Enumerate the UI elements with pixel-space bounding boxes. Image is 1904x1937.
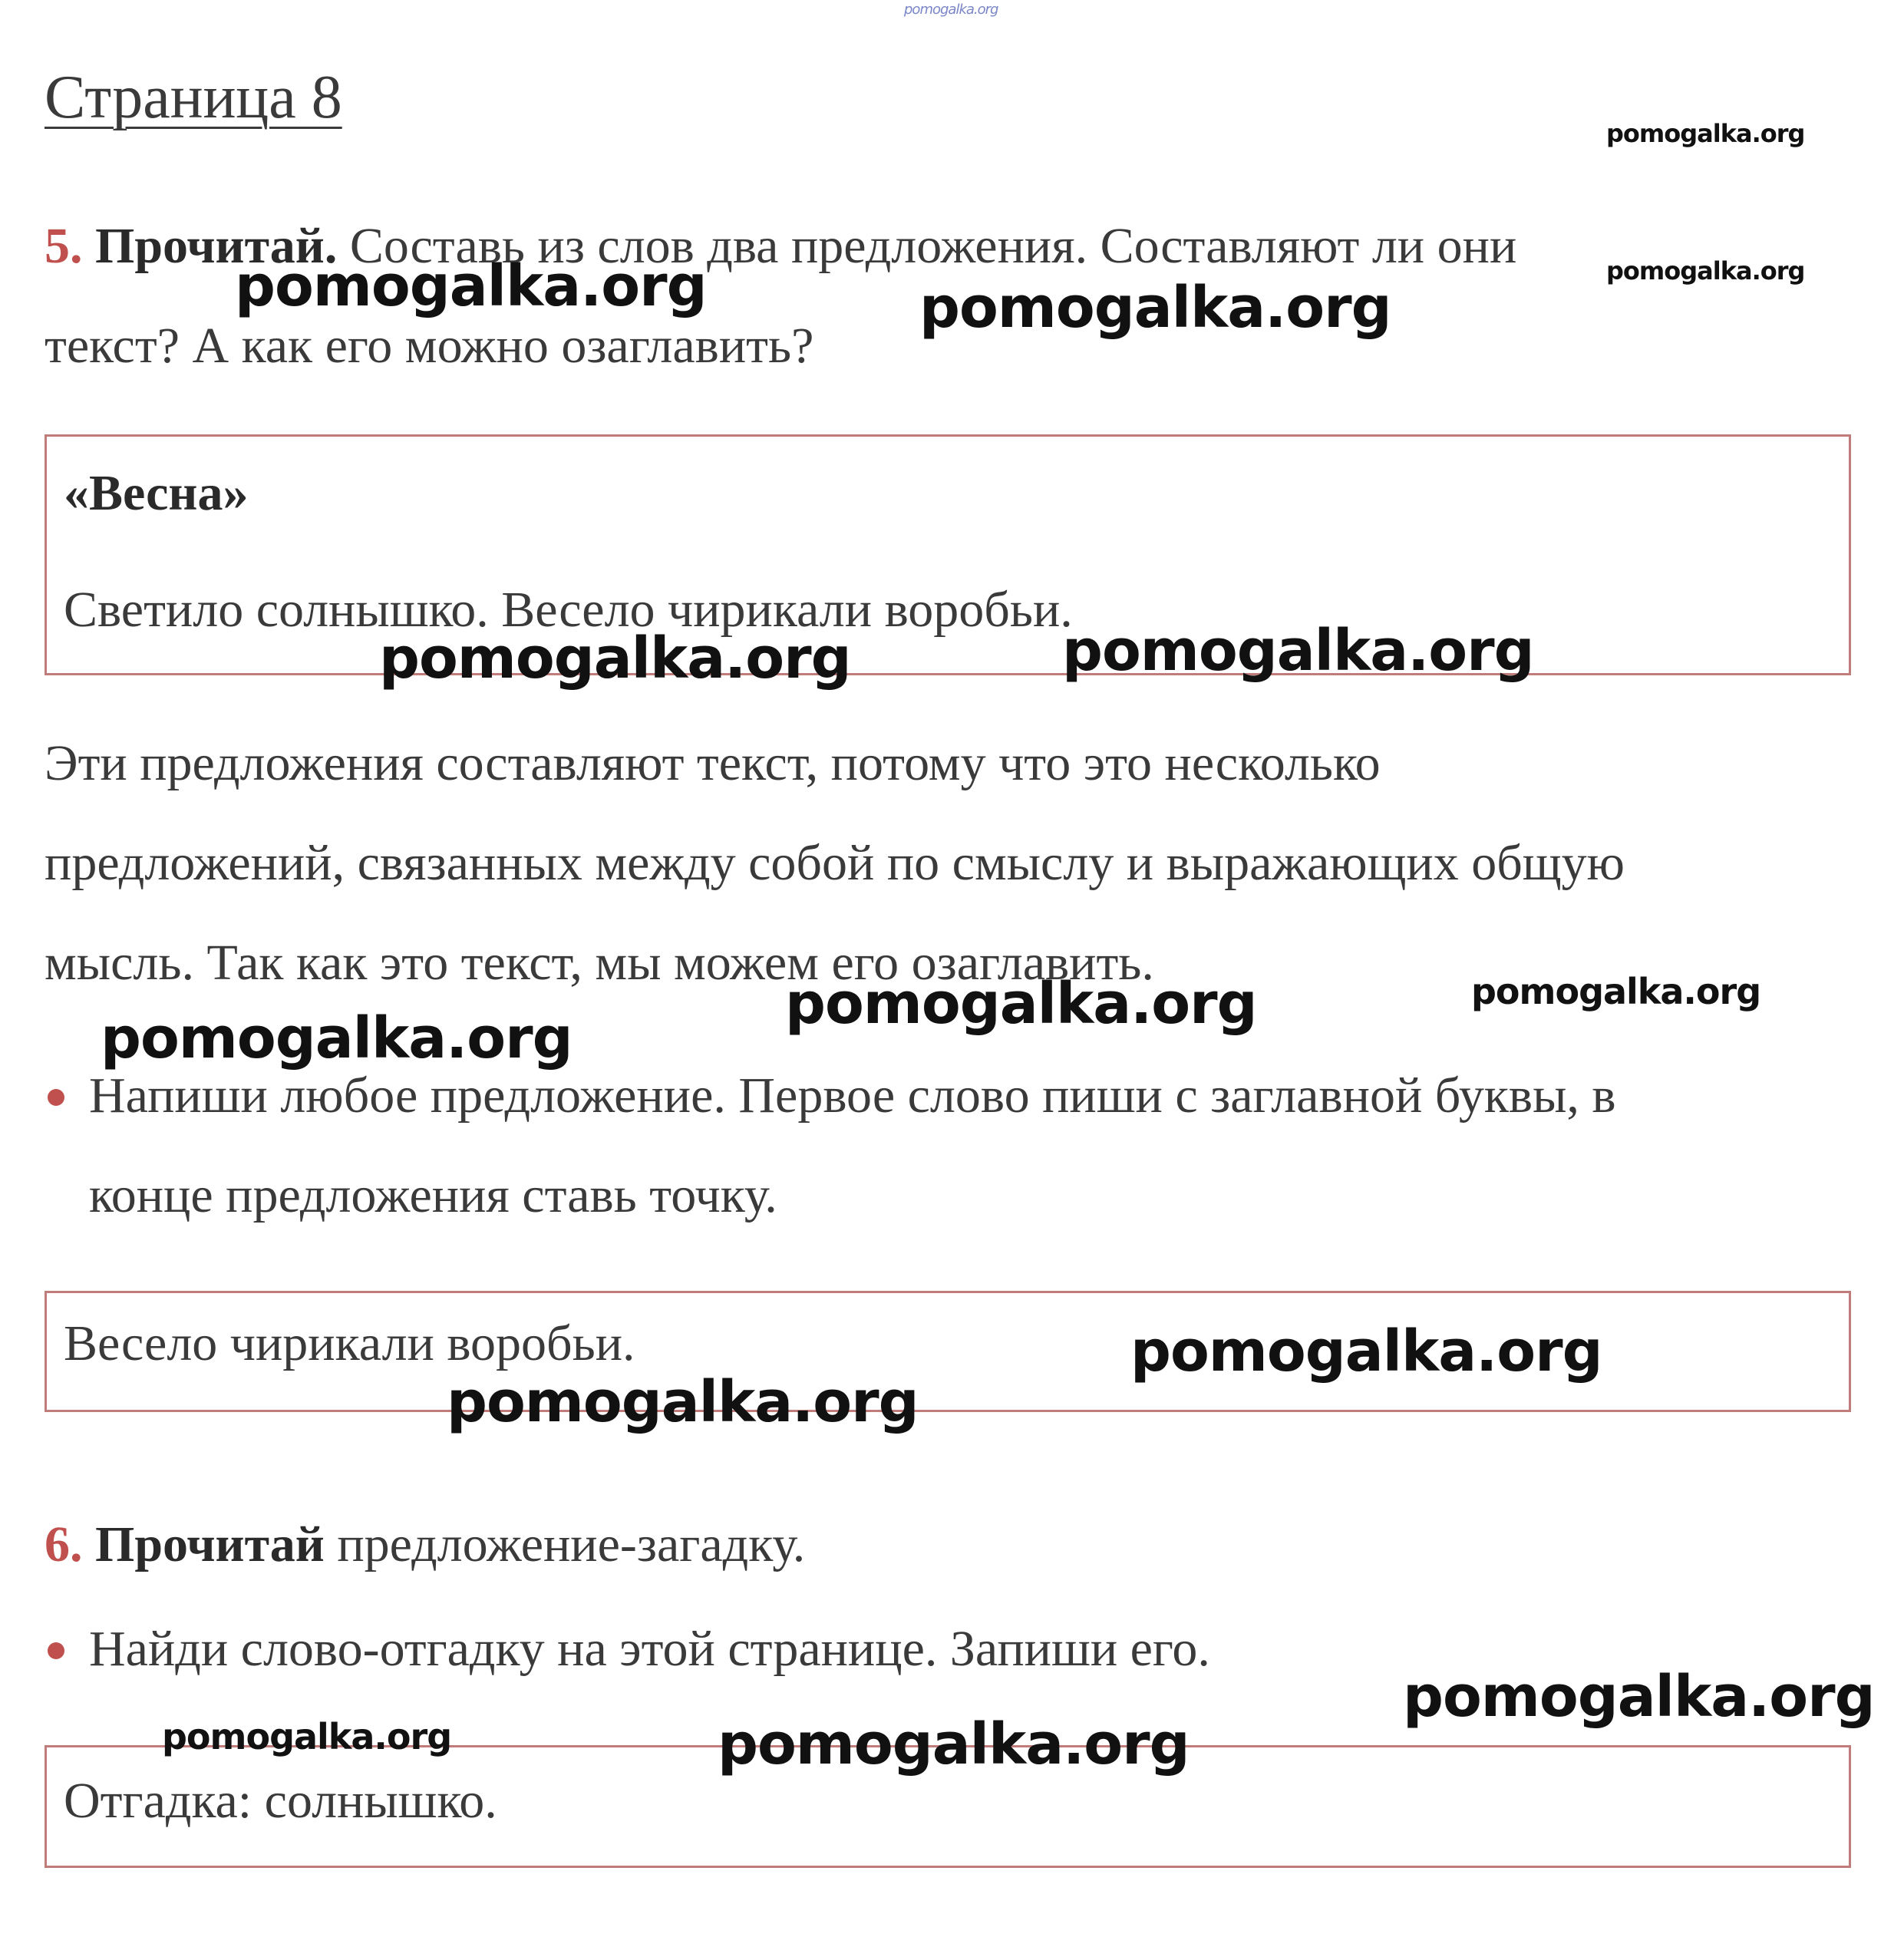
watermark: pomogalka.org bbox=[785, 971, 1257, 1037]
task5-explanation bbox=[45, 714, 1856, 1013]
task6-verb: Прочитай bbox=[95, 1516, 325, 1572]
watermark: pomogalka.org bbox=[101, 1005, 573, 1071]
watermark: pomogalka.org bbox=[1471, 971, 1761, 1012]
task6-bullet-text: Найди слово-отгадку на этой странице. Запиши его. bbox=[89, 1621, 1210, 1677]
watermark: pomogalka.org bbox=[1062, 618, 1534, 684]
bullet-text bbox=[89, 1046, 1869, 1246]
bullet-dot-icon bbox=[48, 1089, 64, 1106]
answer-box-title: «Весна» bbox=[64, 465, 249, 521]
task6-answer-text: Отгадка: солнышко. bbox=[64, 1773, 497, 1829]
watermark: pomogalka.org bbox=[162, 1716, 452, 1757]
watermark: pomogalka.org bbox=[1403, 1664, 1875, 1730]
watermark: pomogalka.org bbox=[1130, 1318, 1602, 1384]
bullet-answer-text: Весело чирикали воробьи. bbox=[64, 1315, 635, 1371]
task6-number: 6. bbox=[45, 1516, 83, 1572]
watermark: pomogalka.org bbox=[235, 253, 707, 319]
explanation-line: предложений, связанных между собой по смыслу и выражающих общую bbox=[45, 835, 1625, 891]
watermark: pomogalka.org bbox=[718, 1711, 1190, 1777]
task5-number: 5. bbox=[45, 218, 83, 274]
watermark: pomogalka.org bbox=[1606, 119, 1805, 148]
task5-verb: Прочитай. bbox=[95, 218, 338, 274]
task5-line1: Составь из слов два предложения. Составляют ли они bbox=[337, 218, 1517, 274]
watermark: pomogalka.org bbox=[919, 275, 1391, 341]
task5-bullet bbox=[45, 1046, 1871, 1246]
task5-answer-box bbox=[45, 434, 1851, 675]
task6-question bbox=[45, 1495, 1856, 1595]
answer-box-text: Светило солнышко. Весело чирикали воробьи. bbox=[64, 582, 1073, 638]
bullet-line-1: Напиши любое предложение. Первое слово пиши с заглавной буквы, в bbox=[89, 1067, 1616, 1124]
watermark: pomogalka.org bbox=[1606, 256, 1805, 285]
top-watermark: pomogalka.org bbox=[904, 2, 998, 18]
explanation-line: Эти предложения составляют текст, потому что это несколько bbox=[45, 735, 1381, 791]
task5-line2: текст? А как его можно озаглавить? bbox=[45, 318, 814, 374]
watermark: pomogalka.org bbox=[379, 625, 851, 691]
explanation-line: мысль. Так как это текст, мы можем его озаглавить. bbox=[45, 935, 1154, 991]
watermark: pomogalka.org bbox=[447, 1369, 919, 1435]
task6-rest: предложение-загадку. bbox=[324, 1516, 806, 1572]
bullet-line-2: конце предложения ставь точку. bbox=[89, 1167, 777, 1223]
page-title: Страница 8 bbox=[45, 64, 342, 131]
bullet-dot-icon bbox=[48, 1642, 64, 1659]
